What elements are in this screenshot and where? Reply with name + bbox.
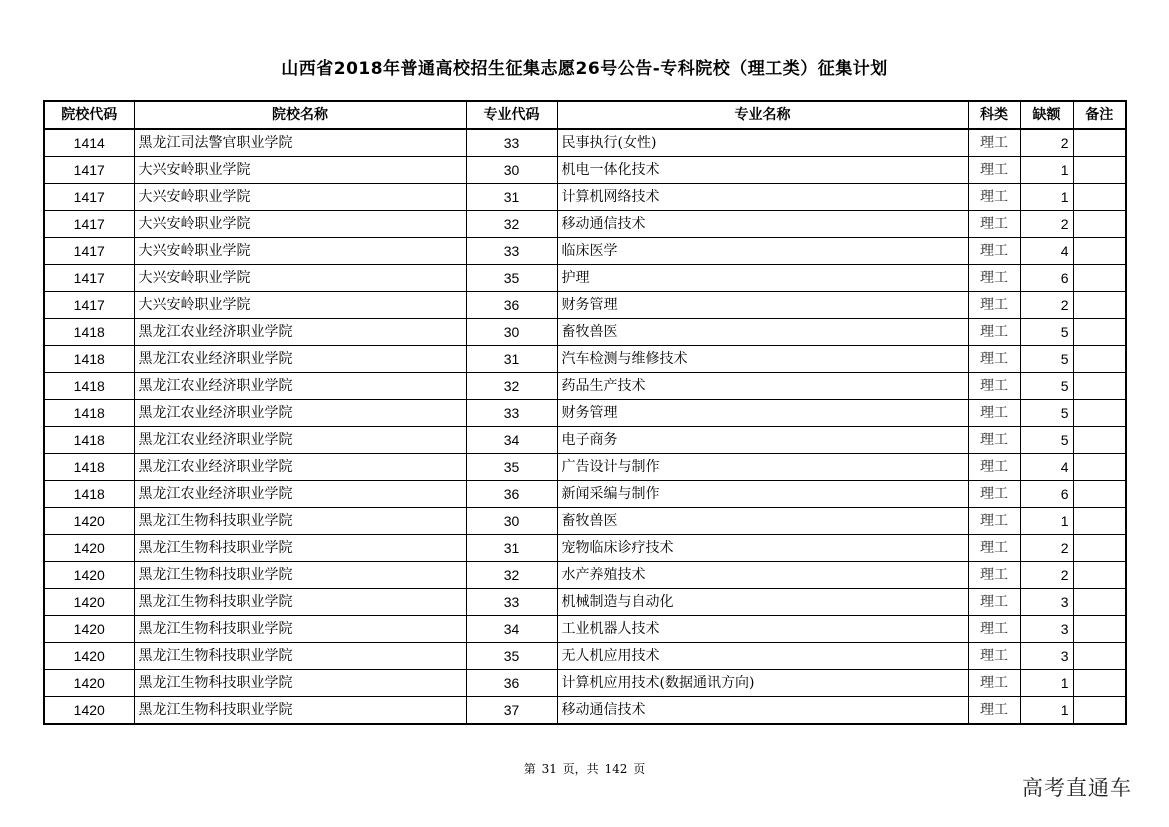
cell-vacancy: 4 [1020,454,1073,481]
cell-category: 理工 [968,697,1020,725]
cell-vacancy: 5 [1020,427,1073,454]
cell-school-name: 大兴安岭职业学院 [134,265,466,292]
cell-school-code: 1420 [44,508,134,535]
header-major-code: 专业代码 [466,101,557,129]
cell-major-code: 30 [466,508,557,535]
cell-school-name: 黑龙江生物科技职业学院 [134,697,466,725]
cell-school-code: 1417 [44,211,134,238]
cell-major-code: 35 [466,454,557,481]
cell-major-code: 33 [466,238,557,265]
cell-major-name: 护理 [557,265,968,292]
cell-school-code: 1418 [44,373,134,400]
cell-school-name: 黑龙江生物科技职业学院 [134,535,466,562]
cell-note [1073,562,1126,589]
cell-category: 理工 [968,373,1020,400]
table-row [44,319,1126,346]
cell-major-name: 畜牧兽医 [557,508,968,535]
header-category: 科类 [968,101,1020,129]
cell-major-code: 31 [466,535,557,562]
cell-school-name: 黑龙江生物科技职业学院 [134,562,466,589]
table-row [44,157,1126,184]
cell-school-name: 黑龙江农业经济职业学院 [134,427,466,454]
cell-school-name: 黑龙江农业经济职业学院 [134,481,466,508]
cell-category: 理工 [968,319,1020,346]
cell-major-code: 32 [466,562,557,589]
cell-category: 理工 [968,427,1020,454]
cell-vacancy: 2 [1020,292,1073,319]
cell-school-code: 1418 [44,319,134,346]
cell-note [1073,670,1126,697]
footer-prefix: 第 [523,762,536,776]
cell-major-code: 36 [466,292,557,319]
table-row [44,129,1126,157]
footer-current-page: 31 [541,762,557,776]
table-row [44,589,1126,616]
cell-vacancy: 5 [1020,319,1073,346]
cell-note [1073,238,1126,265]
cell-note [1073,346,1126,373]
cell-note [1073,157,1126,184]
header-school-name: 院校名称 [134,101,466,129]
cell-note [1073,508,1126,535]
cell-note [1073,319,1126,346]
header-vacancy: 缺额 [1020,101,1073,129]
cell-vacancy: 3 [1020,643,1073,670]
cell-school-code: 1420 [44,535,134,562]
cell-school-code: 1420 [44,697,134,725]
cell-category: 理工 [968,129,1020,157]
table-row [44,454,1126,481]
cell-major-name: 水产养殖技术 [557,562,968,589]
cell-school-code: 1418 [44,481,134,508]
cell-vacancy: 2 [1020,211,1073,238]
header-major-name: 专业名称 [557,101,968,129]
cell-category: 理工 [968,184,1020,211]
cell-category: 理工 [968,454,1020,481]
cell-category: 理工 [968,589,1020,616]
cell-school-name: 黑龙江农业经济职业学院 [134,346,466,373]
cell-major-code: 34 [466,427,557,454]
cell-school-code: 1414 [44,129,134,157]
cell-category: 理工 [968,211,1020,238]
cell-major-code: 34 [466,616,557,643]
cell-school-name: 黑龙江司法警官职业学院 [134,129,466,157]
cell-category: 理工 [968,643,1020,670]
cell-major-code: 35 [466,643,557,670]
table-row [44,616,1126,643]
cell-category: 理工 [968,400,1020,427]
cell-major-code: 37 [466,697,557,725]
cell-vacancy: 2 [1020,562,1073,589]
cell-school-code: 1417 [44,157,134,184]
cell-note [1073,616,1126,643]
cell-school-name: 大兴安岭职业学院 [134,184,466,211]
header-note: 备注 [1073,101,1126,129]
cell-school-name: 黑龙江生物科技职业学院 [134,670,466,697]
table-row [44,373,1126,400]
cell-note [1073,129,1126,157]
cell-vacancy: 1 [1020,670,1073,697]
cell-major-name: 电子商务 [557,427,968,454]
cell-major-name: 工业机器人技术 [557,616,968,643]
cell-school-name: 黑龙江生物科技职业学院 [134,508,466,535]
cell-category: 理工 [968,535,1020,562]
cell-major-name: 移动通信技术 [557,211,968,238]
cell-major-name: 宠物临床诊疗技术 [557,535,968,562]
cell-vacancy: 2 [1020,535,1073,562]
cell-major-code: 35 [466,265,557,292]
cell-major-name: 药品生产技术 [557,373,968,400]
cell-vacancy: 1 [1020,697,1073,725]
cell-note [1073,535,1126,562]
cell-major-code: 30 [466,319,557,346]
table-row [44,292,1126,319]
cell-note [1073,697,1126,725]
table-row [44,211,1126,238]
cell-category: 理工 [968,265,1020,292]
cell-category: 理工 [968,508,1020,535]
cell-school-name: 黑龙江农业经济职业学院 [134,319,466,346]
cell-vacancy: 1 [1020,184,1073,211]
cell-major-name: 临床医学 [557,238,968,265]
cell-vacancy: 6 [1020,265,1073,292]
table-row [44,427,1126,454]
cell-major-name: 新闻采编与制作 [557,481,968,508]
cell-vacancy: 5 [1020,373,1073,400]
cell-category: 理工 [968,481,1020,508]
cell-major-code: 30 [466,157,557,184]
cell-school-code: 1417 [44,265,134,292]
cell-major-code: 36 [466,481,557,508]
cell-school-name: 大兴安岭职业学院 [134,157,466,184]
cell-major-name: 无人机应用技术 [557,643,968,670]
table-row [44,697,1126,725]
cell-school-name: 黑龙江生物科技职业学院 [134,616,466,643]
cell-school-code: 1418 [44,454,134,481]
cell-category: 理工 [968,616,1020,643]
cell-school-code: 1418 [44,400,134,427]
page-footer [0,760,1169,777]
cell-note [1073,643,1126,670]
cell-note [1073,373,1126,400]
cell-school-code: 1417 [44,292,134,319]
cell-note [1073,427,1126,454]
table-row [44,265,1126,292]
cell-vacancy: 6 [1020,481,1073,508]
footer-middle: 页，共 [562,762,599,776]
cell-note [1073,481,1126,508]
footer-suffix: 页 [633,762,646,776]
cell-major-name: 财务管理 [557,400,968,427]
cell-major-name: 财务管理 [557,292,968,319]
cell-note [1073,184,1126,211]
page-title: 山西省2018年普通高校招生征集志愿26号公告-专科院校（理工类）征集计划 [281,59,888,79]
table-row [44,184,1126,211]
cell-major-name: 机械制造与自动化 [557,589,968,616]
cell-category: 理工 [968,238,1020,265]
header-school-code: 院校代码 [44,101,134,129]
cell-school-code: 1420 [44,670,134,697]
cell-school-name: 大兴安岭职业学院 [134,292,466,319]
cell-category: 理工 [968,157,1020,184]
table-body [44,129,1126,724]
cell-school-code: 1420 [44,616,134,643]
cell-major-name: 汽车检测与维修技术 [557,346,968,373]
cell-school-name: 大兴安岭职业学院 [134,211,466,238]
cell-category: 理工 [968,292,1020,319]
cell-vacancy: 4 [1020,238,1073,265]
cell-school-code: 1420 [44,562,134,589]
cell-vacancy: 1 [1020,157,1073,184]
cell-note [1073,211,1126,238]
table-row [44,481,1126,508]
cell-school-code: 1417 [44,184,134,211]
enrollment-plan-table [43,100,1127,725]
watermark: 高考直通车 [1022,776,1132,800]
cell-major-code: 32 [466,373,557,400]
cell-note [1073,400,1126,427]
cell-school-code: 1420 [44,643,134,670]
table-row [44,238,1126,265]
cell-school-code: 1420 [44,589,134,616]
cell-major-name: 畜牧兽医 [557,319,968,346]
cell-vacancy: 3 [1020,589,1073,616]
cell-note [1073,292,1126,319]
cell-note [1073,265,1126,292]
cell-vacancy: 3 [1020,616,1073,643]
cell-vacancy: 5 [1020,400,1073,427]
cell-category: 理工 [968,562,1020,589]
cell-category: 理工 [968,346,1020,373]
table-row [44,346,1126,373]
cell-major-code: 31 [466,346,557,373]
cell-school-name: 黑龙江农业经济职业学院 [134,454,466,481]
cell-major-code: 33 [466,129,557,157]
cell-category: 理工 [968,670,1020,697]
table-row [44,400,1126,427]
cell-major-name: 机电一体化技术 [557,157,968,184]
table-header-row [44,101,1126,129]
cell-vacancy: 5 [1020,346,1073,373]
cell-school-name: 黑龙江生物科技职业学院 [134,589,466,616]
cell-major-code: 32 [466,211,557,238]
cell-major-code: 36 [466,670,557,697]
cell-major-code: 33 [466,589,557,616]
cell-major-name: 移动通信技术 [557,697,968,725]
cell-school-name: 黑龙江农业经济职业学院 [134,373,466,400]
table-row [44,535,1126,562]
cell-major-code: 33 [466,400,557,427]
cell-note [1073,454,1126,481]
cell-major-name: 广告设计与制作 [557,454,968,481]
table-row [44,643,1126,670]
cell-vacancy: 1 [1020,508,1073,535]
table-row [44,670,1126,697]
cell-school-name: 黑龙江农业经济职业学院 [134,400,466,427]
cell-major-name: 计算机网络技术 [557,184,968,211]
cell-major-name: 民事执行(女性) [557,129,968,157]
cell-note [1073,589,1126,616]
cell-major-name: 计算机应用技术(数据通讯方向) [557,670,968,697]
table-row [44,508,1126,535]
cell-school-code: 1418 [44,346,134,373]
footer-total-pages: 142 [604,762,628,776]
cell-school-code: 1417 [44,238,134,265]
table-row [44,562,1126,589]
cell-major-code: 31 [466,184,557,211]
cell-vacancy: 2 [1020,129,1073,157]
cell-school-name: 黑龙江生物科技职业学院 [134,643,466,670]
cell-school-code: 1418 [44,427,134,454]
cell-school-name: 大兴安岭职业学院 [134,238,466,265]
